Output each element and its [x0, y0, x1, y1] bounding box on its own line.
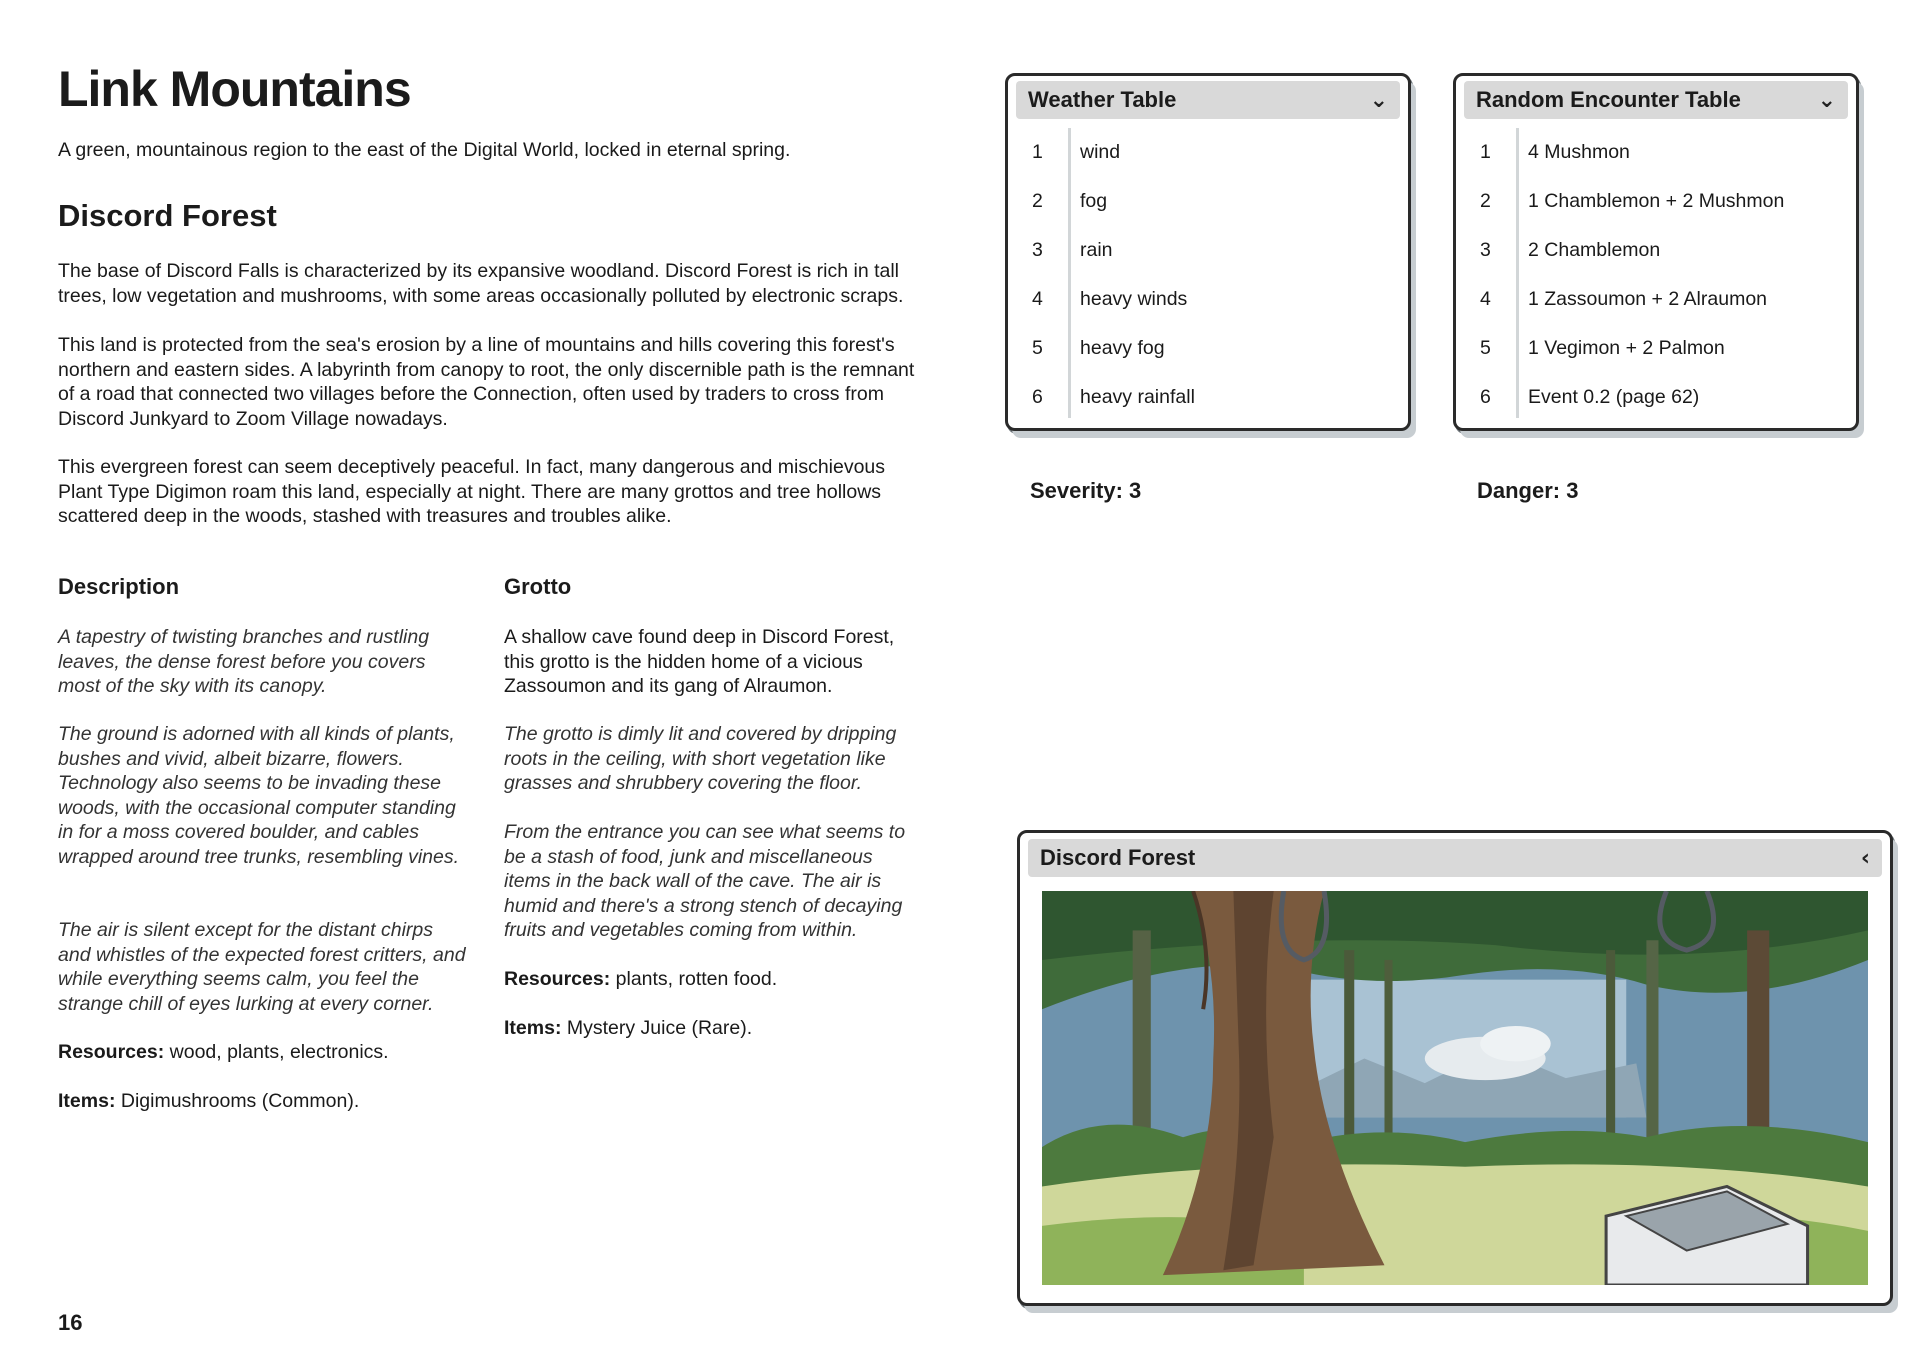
row-number: 6 [1480, 386, 1491, 408]
row-number: 3 [1032, 239, 1043, 261]
encounter-table-panel [1453, 73, 1859, 431]
items-value: Digimushrooms (Common). [115, 1090, 360, 1112]
chevron-down-icon[interactable]: ⌄ [1817, 87, 1836, 113]
row-number: 2 [1480, 190, 1491, 212]
page-title: Link Mountains [58, 61, 411, 117]
description-paragraph-2: The ground is adorned with all kinds of plants, bushes and vivid, albeit bizarre, flowers. Technology also seems to be invading these woods, with the occasional computer standing in for a moss covered boulder, and cables wrapped around tree trunks, resembling vines. [58, 723, 460, 868]
image-panel-title: Discord Forest [1040, 845, 1196, 870]
row-text: wind [1080, 141, 1121, 163]
table-row [1456, 324, 1856, 373]
row-text: heavy fog [1080, 337, 1165, 359]
row-text: fog [1080, 190, 1108, 212]
encounter-table-title: Random Encounter Table [1476, 87, 1741, 112]
image-panel [1017, 830, 1893, 1306]
row-text: heavy rainfall [1080, 386, 1195, 408]
encounter-table-rows [1456, 128, 1856, 422]
row-text: Event 0.2 (page 62) [1528, 386, 1700, 408]
grotto-paragraph-1: The grotto is dimly lit and covered by dripping roots in the ceiling, with short vegetation like grasses and shrubbery covering the floor. [504, 723, 897, 794]
table-row [1456, 226, 1856, 275]
row-number: 1 [1480, 141, 1491, 163]
chevron-left-icon[interactable]: ‹ [1860, 845, 1870, 871]
table-row [1008, 324, 1408, 373]
items-label: Items: [58, 1090, 116, 1112]
row-text: 2 Chamblemon [1528, 239, 1661, 261]
description-heading: Description [58, 574, 180, 599]
table-row [1008, 373, 1408, 422]
resources-label: Resources: [58, 1041, 165, 1063]
weather-table-title: Weather Table [1028, 87, 1177, 112]
forest-scene-icon [1042, 891, 1868, 1285]
grotto-resources-label: Resources: [504, 968, 611, 990]
image-panel-header[interactable] [1028, 839, 1882, 877]
table-row [1008, 177, 1408, 226]
row-text: 1 Chamblemon + 2 Mushmon [1528, 190, 1785, 212]
weather-table-header[interactable] [1016, 81, 1400, 119]
row-number: 4 [1480, 288, 1491, 310]
row-number: 2 [1032, 190, 1043, 212]
grotto-resources-value: plants, rotten food. [610, 968, 778, 990]
description-paragraph-1: A tapestry of twisting branches and rustling leaves, the dense forest before you covers most of the sky with its canopy. [58, 626, 430, 697]
table-row [1456, 373, 1856, 422]
table-row [1008, 128, 1408, 177]
row-number: 6 [1032, 386, 1043, 408]
section-title: Discord Forest [58, 198, 277, 233]
row-number: 1 [1032, 141, 1043, 163]
row-number: 5 [1480, 337, 1491, 359]
page-subtitle: A green, mountainous region to the east of the Digital World, locked in eternal spring. [58, 139, 791, 161]
table-row [1456, 128, 1856, 177]
weather-table-rows [1008, 128, 1408, 422]
chevron-down-icon[interactable]: ⌄ [1369, 87, 1388, 113]
grotto-heading: Grotto [504, 574, 572, 599]
resources-value: wood, plants, electronics. [164, 1041, 389, 1063]
grotto-items-label: Items: [504, 1017, 562, 1039]
encounter-table-header[interactable] [1464, 81, 1848, 119]
row-text: 4 Mushmon [1528, 141, 1630, 163]
table-row [1456, 275, 1856, 324]
severity-stat: Severity: 3 [1030, 478, 1142, 503]
grotto-intro: A shallow cave found deep in Discord Forest, this grotto is the hidden home of a vicious Zassoumon and its gang of Alraumon. [504, 626, 895, 697]
forest-illustration [1042, 891, 1868, 1285]
page-number: 16 [58, 1310, 83, 1335]
row-text: heavy winds [1080, 288, 1188, 310]
grotto-items [504, 1016, 914, 1041]
row-number: 4 [1032, 288, 1043, 310]
row-text: rain [1080, 239, 1113, 261]
row-text: 1 Zassoumon + 2 Alraumon [1528, 288, 1768, 310]
table-row [1456, 177, 1856, 226]
row-text: 1 Vegimon + 2 Palmon [1528, 337, 1725, 359]
row-number: 3 [1480, 239, 1491, 261]
description-paragraph-3: The air is silent except for the distant chirps and whistles of the expected forest critters, and while everything seems calm, you feel the strange chill of eyes lurking at every corner. [58, 919, 466, 1015]
row-number: 5 [1032, 337, 1043, 359]
section-paragraph-1: The base of Discord Falls is characterized by its expansive woodland. Discord Forest is rich in tall trees, low vegetation and mushrooms, with some areas occasionally polluted by electronic scraps. [58, 260, 904, 307]
weather-table-panel [1005, 73, 1411, 431]
grotto-paragraph-2: From the entrance you can see what seems to be a stash of food, junk and miscellaneous items in the back wall of the cave. The air is humid and there's a strong stench of decaying fruits and vegetables coming from within. [504, 821, 906, 941]
grotto-resources [504, 967, 914, 992]
table-row [1008, 275, 1408, 324]
danger-stat: Danger: 3 [1477, 478, 1579, 503]
section-paragraph-3: This evergreen forest can seem deceptively peaceful. In fact, many dangerous and mischievous Plant Type Digimon roam this land, especially at night. There are many grottos and tree hollows scattered deep in the woods, stashed with treasures and troubles alike. [58, 456, 886, 527]
section-paragraph-2: This land is protected from the sea's erosion by a line of mountains and hills covering this forest's northern and eastern sides. A labyrinth from canopy to root, the only discernible path is the remnant of a road that connected two villages before the Connection, often used by traders to cross from Discord Junkyard to Zoom Village nowadays. [58, 334, 915, 430]
grotto-items-value: Mystery Juice (Rare). [561, 1017, 753, 1039]
description-items [58, 1089, 468, 1114]
table-row [1008, 226, 1408, 275]
description-resources [58, 1040, 468, 1065]
